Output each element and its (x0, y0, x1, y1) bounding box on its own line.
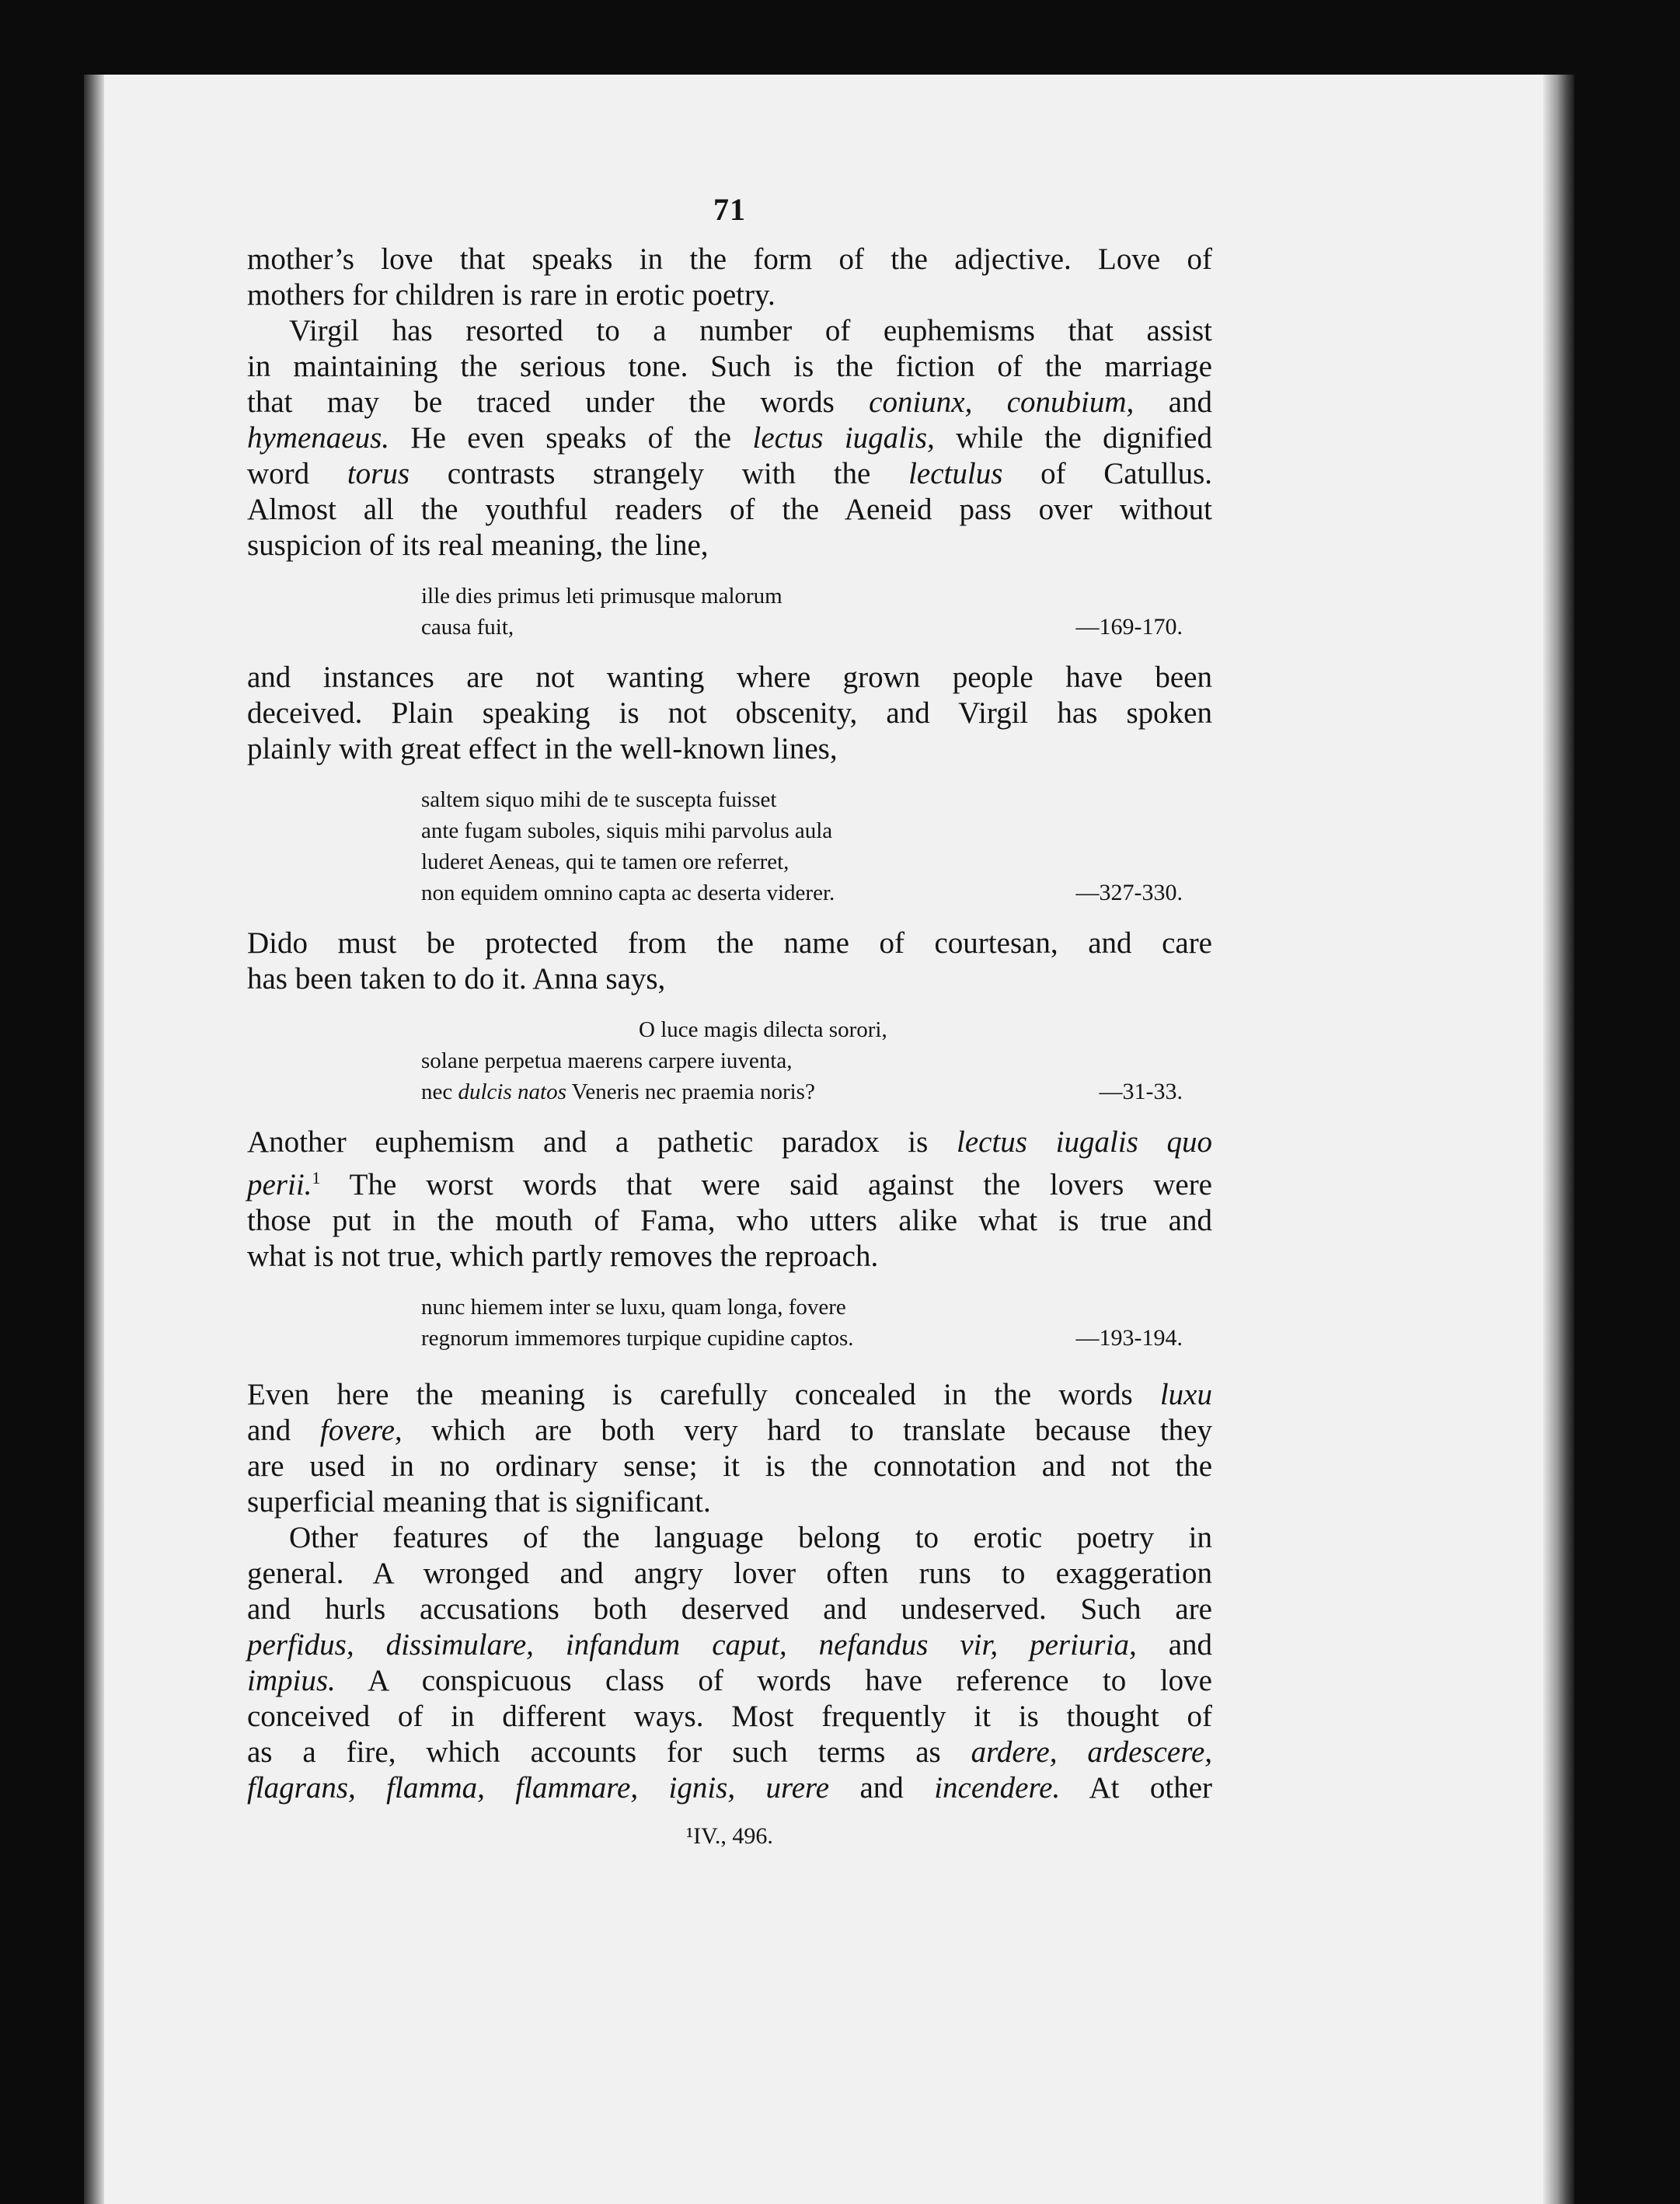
paragraph-3-line-2: deceived. Plain speaking is not obscenity, and Virgil has spoken (247, 696, 1212, 730)
latin-quote-4 (421, 1292, 1198, 1354)
quote-line: non equidem omnino capta ac deserta viderer. —327-330. (421, 877, 1198, 908)
paragraph-3-line-1: and instances are not wanting where grown people have been (247, 661, 1212, 694)
paragraph-6-line-3: are used in no ordinary sense; it is the connotation and not the (247, 1449, 1212, 1483)
paragraph-5-line-1: Another euphemism and a pathetic paradox is lectus iugalis quo (247, 1125, 1212, 1159)
paragraph-5-line-4: what is not true, which partly removes the reproach. (247, 1240, 879, 1273)
paragraph-6-line-2: and fovere, which are both very hard to translate because they (247, 1414, 1212, 1447)
paragraph-7-line-8: flagrans, flamma, flammare, ignis, urere and incendere. At other (247, 1771, 1213, 1805)
book-spine-shadow (84, 75, 104, 2204)
quote-line: luderet Aeneas, qui te tamen ore referret, (421, 849, 789, 874)
paragraph-2-line-1: Virgil has resorted to a number of euphemisms that assist (289, 314, 1212, 347)
paragraph-2-line-5: word torus contrasts strangely with the lectulus of Catullus. (247, 457, 1212, 490)
paragraph-5-line-2: perii.$^1$ The worst words that were said against the lovers were (247, 1168, 1212, 1201)
scanned-page (84, 75, 1574, 2204)
quote-line: causa fuit, —169-170. (421, 612, 1198, 643)
paragraph-7-line-1: Other features of the language belong to erotic poetry in (289, 1521, 1212, 1554)
paragraph-7-line-4: perfidus, dissimulare, infandum caput, nefandus vir, periuria, and (247, 1628, 1212, 1662)
quote-line: saltem siquo mihi de te suscepta fuisset (421, 787, 777, 812)
quote-line: nec dulcis natos Veneris nec praemia noris? —31-33. (421, 1076, 1198, 1107)
footnote: ¹IV., 496. (686, 1823, 773, 1849)
line-reference: —31-33. (1099, 1079, 1183, 1104)
paragraph-4-line-2: has been taken to do it. Anna says, (247, 962, 666, 996)
paragraph-1-line-2: mothers for children is rare in erotic poetry. (247, 278, 776, 312)
quote-line: nunc hiemem inter se luxu, quam longa, fovere (421, 1295, 846, 1320)
paragraph-7-line-5: impius. A conspicuous class of words have reference to love (247, 1664, 1212, 1697)
page-edge-shadow (1543, 75, 1574, 2204)
line-reference: —327-330. (1075, 880, 1183, 905)
paragraph-6-line-4: superficial meaning that is significant. (247, 1485, 711, 1519)
paragraph-2-line-2: in maintaining the serious tone. Such is the fiction of the marriage (247, 350, 1212, 383)
quote-line: regnorum immemores turpique cupidine captos. —193-194. (421, 1323, 1198, 1354)
latin-quote-2 (421, 784, 1198, 908)
paragraph-2-line-7: suspicion of its real meaning, the line, (247, 528, 709, 562)
paragraph-1-line-1: mother’s love that speaks in the form of the adjective. Love of (247, 242, 1212, 276)
latin-quote-1 (421, 581, 1198, 643)
quote-line: ante fugam suboles, siquis mihi parvolus aula (421, 818, 833, 843)
line-reference: —193-194. (1075, 1325, 1183, 1351)
latin-quote-3 (421, 1014, 1198, 1107)
paragraph-2-line-3: that may be traced under the words coniunx, conubium, and (247, 385, 1213, 419)
paragraph-7-line-2: general. A wronged and angry lover often runs to exaggeration (247, 1557, 1212, 1590)
paragraph-5-line-3: those put in the mouth of Fama, who utters alike what is true and (247, 1204, 1212, 1237)
paragraph-4-line-1: Dido must be protected from the name of courtesan, and care (247, 926, 1212, 960)
paragraph-2-line-6: Almost all the youthful readers of the Aeneid pass over without (247, 493, 1212, 526)
quote-line: solane perpetua maerens carpere iuventa, (421, 1048, 793, 1073)
paragraph-3-line-3: plainly with great effect in the well-known lines, (247, 732, 838, 765)
paragraph-2-line-4: hymenaeus. He even speaks of the lectus iugalis, while the dignified (247, 421, 1212, 455)
quote-line: ille dies primus leti primusque malorum (421, 584, 782, 609)
page-number: 71 (713, 192, 746, 227)
quote-line: O luce magis dilecta sorori, (639, 1017, 887, 1042)
page-text (247, 191, 1212, 1850)
footnote-marker: 1 (312, 1168, 321, 1187)
paragraph-7-line-3: and hurls accusations both deserved and undeserved. Such are (247, 1592, 1212, 1626)
line-reference: —169-170. (1075, 614, 1183, 640)
paragraph-7-line-6: conceived of in different ways. Most frequently it is thought of (247, 1700, 1212, 1733)
paragraph-7-line-7: as a fire, which accounts for such terms as ardere, ardescere, (247, 1735, 1212, 1769)
paragraph-6-line-1: Even here the meaning is carefully concealed in the words luxu (247, 1378, 1212, 1411)
